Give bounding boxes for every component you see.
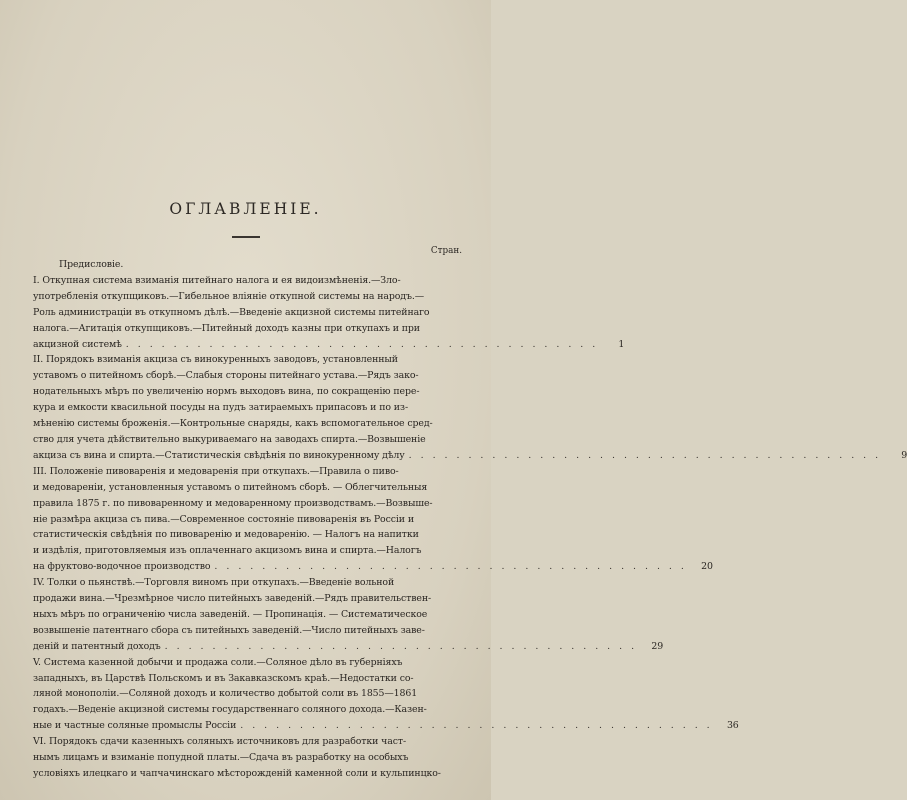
toc-entry [33, 464, 713, 575]
toc-entry-line: III. Положеніе пивоваренія и медоваренія при откупахъ.—Правила о пиво- [33, 465, 399, 477]
toc-entry [33, 734, 460, 782]
toc-entry [33, 273, 625, 353]
toc-entry-last-line [33, 448, 907, 464]
toc-page-number: 20 [701, 561, 713, 573]
toc-entry-line: и издѣлія, приготовляемыя изъ оплаченнаго акцизомъ вина и спирта.—Налогъ [33, 545, 422, 557]
leader-dots: . . . . . . . . . . . . . . . . . . . . . . . . . . . . . . . . . . . . . . . . [240, 720, 713, 732]
leader-dots: . . . . . . . . . . . . . . . . . . . . . . . . . . . . . . . . . . . . . . . . [214, 561, 687, 573]
toc-entry-line: мѣненію системы броженія.—Контрольные снаряды, какъ вспомогательное сред- [33, 418, 433, 430]
toc-entry-last-line [33, 337, 625, 353]
toc-entry-line: кура и емкости квасильной посуды на пудъ затираемыхъ припасовъ и по из- [33, 402, 409, 414]
toc-entry-line: IV. Толки о пьянствѣ.—Торговля виномъ при откупахъ.—Введеніе вольной [33, 577, 395, 589]
toc-page-number: 1 [618, 338, 625, 350]
table-of-contents [33, 257, 907, 782]
toc-entry-line: акцизной системѣ [33, 338, 122, 350]
toc-entry-line: правила 1875 г. по пивоваренному и медоваренному производствамъ.—Возвыше- [33, 497, 433, 509]
page-title: ОГЛАВЛЕНІЕ. [169, 200, 322, 218]
toc-entry-line: употребленія откупщиковъ.—Гибельное вліяніе откупной системы на народъ.— [33, 290, 424, 302]
toc-entry-line: продажи вина.—Чрезмѣрное число питейныхъ заведеній.—Рядъ правительствен- [33, 593, 432, 605]
toc-entry-last-line [33, 718, 739, 734]
toc-entry-line: нымъ лицамъ и взиманіе попудной платы.—Сдача въ разработку на особыхъ [33, 752, 409, 764]
toc-entry-line: акциза съ вина и спирта.—Статистическія свѣдѣнія по винокуренному дѣлу [33, 449, 405, 461]
leader-dots: . . . . . . . . . . . . . . . . . . . . . . . . . . . . . . . . . . . . . . . . [125, 338, 599, 350]
toc-entry-line: ные и частные соляные промыслы Россіи [33, 720, 237, 732]
toc-entry-line: уставомъ о питейномъ сборѣ.—Слабыя стороны питейнаго устава.—Рядъ зако- [33, 370, 419, 382]
toc-entry-line: V. Система казенной добычи и продажа соли.—Соляное дѣло въ губерніяхъ [33, 656, 403, 668]
title-rule [232, 236, 260, 238]
toc-entry-line: на фруктово-водочное производство [33, 561, 211, 573]
leader-dots: . . . . . . . . . . . . . . . . . . . . . . . . . . . . . . . . . . . . . . . . [408, 449, 882, 461]
toc-entry [33, 575, 664, 655]
toc-entry-line: условіяхъ илецкаго и чапчачинскаго мѣсторожденій каменной соли и кульпинцко- [33, 768, 441, 779]
toc-entry-line: ляной монополіи.—Соляной доходъ и количество добытой соли въ 1855—1861 [33, 688, 418, 700]
toc-page-number: 29 [651, 640, 664, 652]
leader-dots: . . . . . . . . . . . . . . . . . . . . . . . . . . . . . . . . . . . . . . . . [164, 640, 638, 652]
toc-entry-line: возвышеніе патентнаго сбора съ питейныхъ заведеній.—Число питейныхъ заве- [33, 624, 425, 636]
toc-entry [33, 655, 739, 735]
toc-entry-line: деній и патентный доходъ [33, 640, 161, 652]
toc-entry-line: ніе размѣра акциза съ пива.—Современное состояніе пивоваренія въ Россіи и [33, 513, 414, 525]
toc-entry-last-line [33, 639, 664, 655]
toc-entry-line: статистическія свѣдѣнія по пивоваренію и медоваренію. — Налогъ на напитки [33, 529, 419, 541]
toc-entry-last-line [33, 559, 713, 575]
toc-entry-line: и медовареніи, установленныя уставомъ о питейномъ сборѣ. — Облегчительныя [33, 481, 428, 493]
toc-entry-line: ство для учета дѣйствительно выкуриваемаго на заводахъ спирта.—Возвышеніе [33, 433, 426, 445]
toc-intro: Предисловіе. [59, 259, 124, 270]
toc-entry-line: VI. Порядокъ сдачи казенныхъ соляныхъ источниковъ для разработки част- [33, 736, 407, 748]
page-column-label: Стран. [430, 246, 462, 256]
toc-page-number: 9 [901, 449, 907, 461]
toc-entry [33, 352, 907, 463]
toc-entry-line: налога.—Агитація откупщиковъ.—Питейный доходъ казны при откупахъ и при [33, 322, 420, 334]
toc-entry-line: ныхъ мѣръ по ограниченію числа заведеній. — Пропинація. — Систематическое [33, 608, 428, 620]
toc-entry-line: годахъ.—Веденіе акцизной системы государственнаго соляного дохода.—Казен- [33, 704, 427, 716]
toc-entry-line: нодательныхъ мѣръ по увеличенію нормъ выходовъ вина, по сокращенію пере- [33, 386, 420, 398]
toc-page-number: 36 [726, 720, 739, 732]
toc-entry-line: западныхъ, въ Царствѣ Польскомъ и въ Закавказскомъ краѣ.—Недостатки со- [33, 672, 414, 684]
toc-entry-line: Роль администраціи въ откупномъ дѣлѣ.—Введеніе акцизной системы питейнаго [33, 306, 430, 318]
toc-entry-line: II. Порядокъ взиманія акциза съ винокуренныхъ заводовъ, установленный [33, 354, 398, 366]
toc-entry-line: I. Откупная система взиманія питейнаго налога и ея видоизмѣненія.—Зло- [33, 274, 401, 286]
